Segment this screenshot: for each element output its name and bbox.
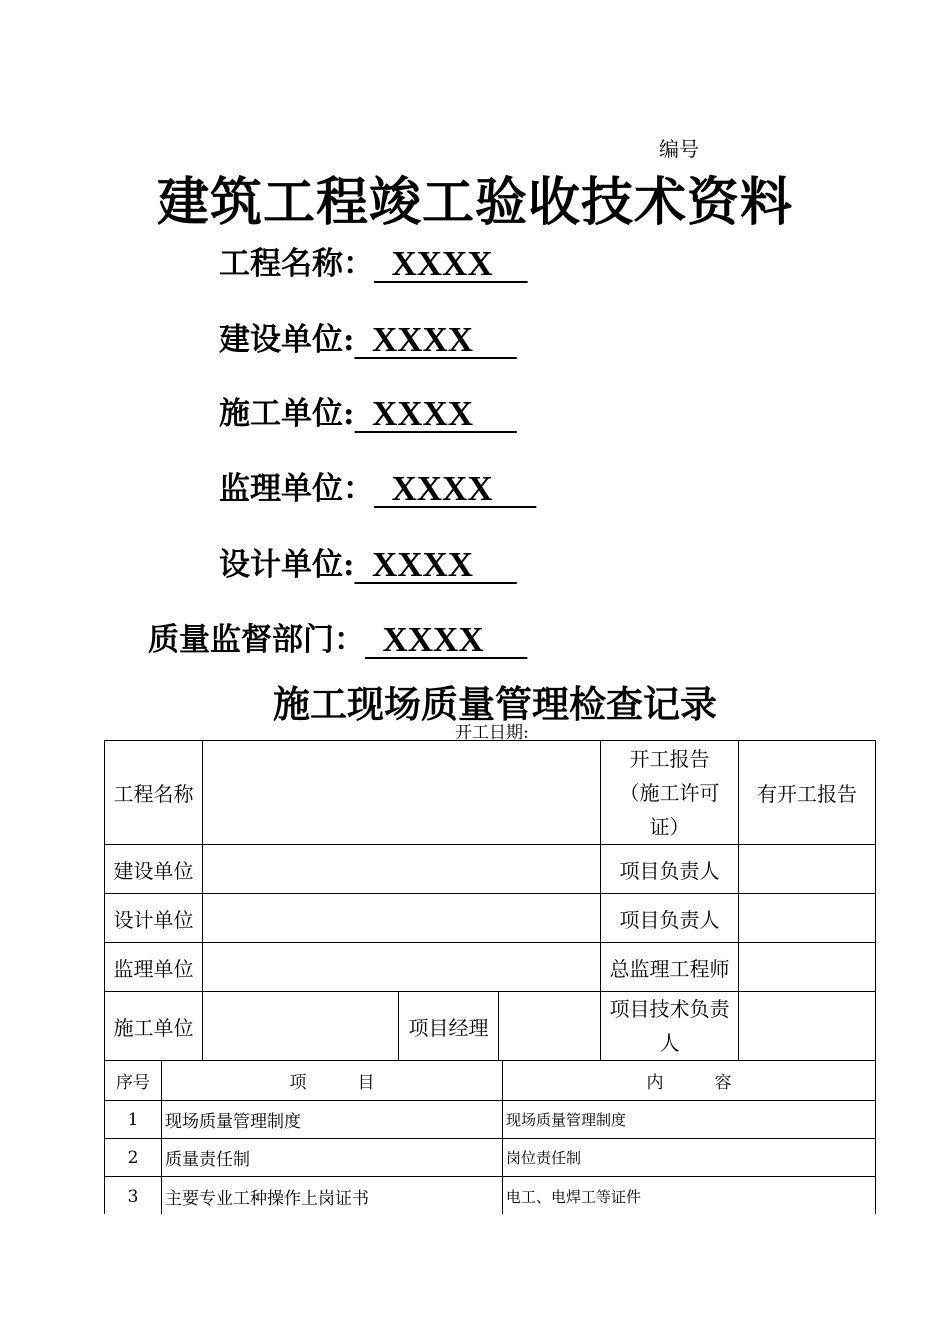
field-value: XXXX bbox=[365, 620, 528, 659]
field-value: XXXX bbox=[374, 469, 537, 508]
supervision-unit-value bbox=[203, 943, 601, 992]
project-manager-value bbox=[499, 992, 601, 1061]
project-name-label: 工程名称 bbox=[105, 741, 203, 845]
tech-lead-label-line: 人 bbox=[659, 1031, 680, 1055]
field-label: 设计单位: bbox=[219, 547, 355, 583]
cover-field-supervision-unit bbox=[219, 467, 536, 511]
tech-lead-value bbox=[739, 992, 876, 1061]
checklist-table bbox=[104, 1060, 876, 1217]
field-label: 施工单位: bbox=[219, 396, 355, 432]
row-item: 现场质量管理制度 bbox=[162, 1101, 503, 1139]
design-pm-value bbox=[739, 894, 876, 943]
row-item: 主要专业工种操作上岗证书 bbox=[162, 1177, 503, 1217]
field-label: 建设单位: bbox=[219, 322, 355, 358]
cover-field-design-unit bbox=[219, 543, 517, 587]
field-value: XXXX bbox=[354, 394, 517, 433]
tech-lead-label bbox=[601, 992, 739, 1061]
start-report-value: 有开工报告 bbox=[739, 741, 876, 845]
construction-unit-value bbox=[203, 845, 601, 894]
table-row bbox=[105, 845, 876, 894]
tech-lead-label-line: 项目技术负责 bbox=[609, 997, 730, 1021]
row-number: 2 bbox=[105, 1139, 162, 1177]
row-content: 电工、电焊工等证件 bbox=[503, 1177, 876, 1217]
document-title: 建筑工程竣工验收技术资料 bbox=[156, 172, 793, 233]
cover-field-construction-unit bbox=[219, 318, 517, 362]
chief-supervisor-label: 总监理工程师 bbox=[601, 943, 739, 992]
contractor-value bbox=[203, 992, 399, 1061]
table-row bbox=[105, 1177, 876, 1217]
row-number: 3 bbox=[105, 1177, 162, 1217]
construction-pm-value bbox=[739, 845, 876, 894]
field-label: 工程名称： bbox=[219, 246, 374, 282]
column-header-item: 项 目 bbox=[162, 1061, 503, 1101]
field-label: 监理单位： bbox=[219, 471, 374, 507]
start-report-label-line: （施工许可 bbox=[619, 780, 720, 805]
chief-supervisor-value bbox=[739, 943, 876, 992]
row-content: 岗位责任制 bbox=[503, 1139, 876, 1177]
row-item: 质量责任制 bbox=[162, 1139, 503, 1177]
start-date-label: 开工日期: bbox=[455, 723, 529, 743]
project-name-value bbox=[203, 741, 601, 845]
cover-field-quality-supervision bbox=[148, 618, 527, 662]
table-header-row bbox=[105, 1061, 876, 1101]
design-pm-label: 项目负责人 bbox=[601, 894, 739, 943]
document-number-label: 编号 bbox=[659, 137, 699, 161]
table-row bbox=[105, 741, 876, 845]
page-bottom-margin bbox=[100, 1214, 890, 1344]
construction-pm-label: 项目负责人 bbox=[601, 845, 739, 894]
design-unit-label: 设计单位 bbox=[105, 894, 203, 943]
field-value: XXXX bbox=[374, 244, 528, 283]
construction-unit-label: 建设单位 bbox=[105, 845, 203, 894]
table-row bbox=[105, 1139, 876, 1177]
start-report-label-line: 证） bbox=[649, 814, 690, 839]
start-report-label-line: 开工报告 bbox=[629, 746, 710, 771]
table-row bbox=[105, 992, 876, 1061]
table-row bbox=[105, 943, 876, 992]
start-report-label bbox=[601, 741, 739, 845]
column-header-no: 序号 bbox=[105, 1061, 162, 1101]
table-row bbox=[105, 894, 876, 943]
supervision-unit-label: 监理单位 bbox=[105, 943, 203, 992]
field-value: XXXX bbox=[354, 320, 517, 359]
project-manager-label: 项目经理 bbox=[399, 992, 499, 1061]
row-number: 1 bbox=[105, 1101, 162, 1139]
table-row bbox=[105, 1101, 876, 1139]
project-info-table bbox=[104, 740, 876, 1061]
cover-field-project-name bbox=[219, 242, 528, 286]
contractor-label: 施工单位 bbox=[105, 992, 203, 1061]
column-header-content: 内 容 bbox=[503, 1061, 876, 1101]
row-content: 现场质量管理制度 bbox=[503, 1101, 876, 1139]
design-unit-value bbox=[203, 894, 601, 943]
record-title: 施工现场质量管理检查记录 bbox=[273, 682, 717, 726]
field-value: XXXX bbox=[354, 545, 517, 584]
cover-field-contractor bbox=[219, 392, 517, 436]
field-label: 质量监督部门： bbox=[148, 622, 365, 658]
